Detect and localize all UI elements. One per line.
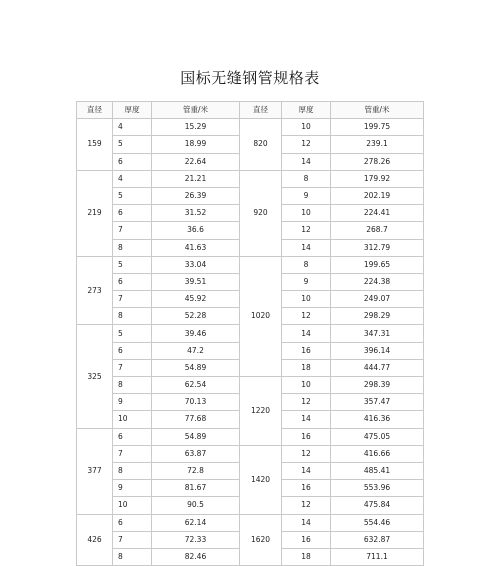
weight-cell: 15.29 xyxy=(152,119,240,136)
thickness-cell: 5 xyxy=(113,187,152,204)
weight-cell: 249.07 xyxy=(331,291,424,308)
diameter-cell: 159 xyxy=(77,119,113,171)
thickness-cell: 9 xyxy=(113,394,152,411)
thickness-cell: 6 xyxy=(113,428,152,445)
thickness-cell: 16 xyxy=(282,531,331,548)
weight-cell: 202.19 xyxy=(331,187,424,204)
diameter-cell: 325 xyxy=(77,325,113,428)
thickness-cell: 9 xyxy=(282,273,331,290)
thickness-cell: 12 xyxy=(282,497,331,514)
table-row xyxy=(77,256,424,273)
weight-cell: 554.46 xyxy=(331,514,424,531)
thickness-cell: 14 xyxy=(282,325,331,342)
pipe-spec-table xyxy=(76,101,424,566)
weight-cell: 347.31 xyxy=(331,325,424,342)
weight-cell: 224.41 xyxy=(331,205,424,222)
thickness-cell: 10 xyxy=(282,291,331,308)
weight-cell: 298.29 xyxy=(331,308,424,325)
thickness-cell: 18 xyxy=(282,548,331,565)
thickness-cell: 8 xyxy=(113,548,152,565)
diameter-cell: 920 xyxy=(240,170,282,256)
thickness-cell: 9 xyxy=(282,187,331,204)
weight-cell: 416.66 xyxy=(331,445,424,462)
thickness-cell: 7 xyxy=(113,359,152,376)
thickness-cell: 6 xyxy=(113,514,152,531)
thickness-cell: 8 xyxy=(113,462,152,479)
thickness-cell: 18 xyxy=(282,359,331,376)
weight-cell: 239.1 xyxy=(331,136,424,153)
thickness-cell: 5 xyxy=(113,325,152,342)
weight-cell: 39.51 xyxy=(152,273,240,290)
thickness-cell: 6 xyxy=(113,205,152,222)
header-weight-left: 管重/米 xyxy=(152,102,240,119)
header-diameter-left: 直径 xyxy=(77,102,113,119)
thickness-cell: 14 xyxy=(282,514,331,531)
table-row xyxy=(77,170,424,187)
thickness-cell: 10 xyxy=(282,119,331,136)
weight-cell: 72.8 xyxy=(152,462,240,479)
weight-cell: 52.28 xyxy=(152,308,240,325)
weight-cell: 63.87 xyxy=(152,445,240,462)
weight-cell: 21.21 xyxy=(152,170,240,187)
weight-cell: 199.65 xyxy=(331,256,424,273)
thickness-cell: 8 xyxy=(113,377,152,394)
header-thickness-right: 厚度 xyxy=(282,102,331,119)
weight-cell: 45.92 xyxy=(152,291,240,308)
weight-cell: 39.46 xyxy=(152,325,240,342)
weight-cell: 485.41 xyxy=(331,462,424,479)
thickness-cell: 4 xyxy=(113,170,152,187)
thickness-cell: 9 xyxy=(113,480,152,497)
thickness-cell: 16 xyxy=(282,428,331,445)
thickness-cell: 16 xyxy=(282,342,331,359)
weight-cell: 18.99 xyxy=(152,136,240,153)
weight-cell: 41.63 xyxy=(152,239,240,256)
thickness-cell: 6 xyxy=(113,273,152,290)
weight-cell: 62.54 xyxy=(152,377,240,394)
weight-cell: 268.7 xyxy=(331,222,424,239)
weight-cell: 54.89 xyxy=(152,428,240,445)
weight-cell: 33.04 xyxy=(152,256,240,273)
thickness-cell: 12 xyxy=(282,136,331,153)
thickness-cell: 7 xyxy=(113,222,152,239)
thickness-cell: 6 xyxy=(113,342,152,359)
weight-cell: 22.64 xyxy=(152,153,240,170)
weight-cell: 475.84 xyxy=(331,497,424,514)
weight-cell: 224.38 xyxy=(331,273,424,290)
thickness-cell: 7 xyxy=(113,291,152,308)
weight-cell: 444.77 xyxy=(331,359,424,376)
weight-cell: 179.92 xyxy=(331,170,424,187)
weight-cell: 54.89 xyxy=(152,359,240,376)
thickness-cell: 4 xyxy=(113,119,152,136)
weight-cell: 416.36 xyxy=(331,411,424,428)
table-row xyxy=(77,119,424,136)
weight-cell: 632.87 xyxy=(331,531,424,548)
thickness-cell: 5 xyxy=(113,256,152,273)
thickness-cell: 10 xyxy=(282,205,331,222)
weight-cell: 357.47 xyxy=(331,394,424,411)
thickness-cell: 8 xyxy=(113,239,152,256)
weight-cell: 475.05 xyxy=(331,428,424,445)
diameter-cell: 273 xyxy=(77,256,113,325)
thickness-cell: 10 xyxy=(113,497,152,514)
diameter-cell: 377 xyxy=(77,428,113,514)
thickness-cell: 7 xyxy=(113,445,152,462)
table-row xyxy=(77,377,424,394)
thickness-cell: 6 xyxy=(113,153,152,170)
thickness-cell: 14 xyxy=(282,153,331,170)
weight-cell: 62.14 xyxy=(152,514,240,531)
weight-cell: 77.68 xyxy=(152,411,240,428)
weight-cell: 312.79 xyxy=(331,239,424,256)
thickness-cell: 12 xyxy=(282,394,331,411)
weight-cell: 278.26 xyxy=(331,153,424,170)
weight-cell: 90.5 xyxy=(152,497,240,514)
weight-cell: 553.96 xyxy=(331,480,424,497)
weight-cell: 81.67 xyxy=(152,480,240,497)
thickness-cell: 12 xyxy=(282,445,331,462)
weight-cell: 72.33 xyxy=(152,531,240,548)
weight-cell: 711.1 xyxy=(331,548,424,565)
thickness-cell: 8 xyxy=(282,256,331,273)
weight-cell: 82.46 xyxy=(152,548,240,565)
header-diameter-right: 直径 xyxy=(240,102,282,119)
thickness-cell: 14 xyxy=(282,462,331,479)
thickness-cell: 8 xyxy=(282,170,331,187)
thickness-cell: 14 xyxy=(282,239,331,256)
diameter-cell: 1420 xyxy=(240,445,282,514)
weight-cell: 47.2 xyxy=(152,342,240,359)
thickness-cell: 10 xyxy=(113,411,152,428)
weight-cell: 26.39 xyxy=(152,187,240,204)
thickness-cell: 12 xyxy=(282,308,331,325)
table-row xyxy=(77,514,424,531)
thickness-cell: 5 xyxy=(113,136,152,153)
table-row xyxy=(77,445,424,462)
diameter-cell: 1620 xyxy=(240,514,282,566)
thickness-cell: 14 xyxy=(282,411,331,428)
diameter-cell: 1220 xyxy=(240,377,282,446)
weight-cell: 31.52 xyxy=(152,205,240,222)
weight-cell: 396.14 xyxy=(331,342,424,359)
diameter-cell: 426 xyxy=(77,514,113,566)
thickness-cell: 16 xyxy=(282,480,331,497)
diameter-cell: 820 xyxy=(240,119,282,171)
header-thickness-left: 厚度 xyxy=(113,102,152,119)
thickness-cell: 7 xyxy=(113,531,152,548)
weight-cell: 199.75 xyxy=(331,119,424,136)
header-weight-right: 管重/米 xyxy=(331,102,424,119)
diameter-cell: 219 xyxy=(77,170,113,256)
diameter-cell: 1020 xyxy=(240,256,282,376)
page-title: 国标无缝钢管规格表 xyxy=(180,69,320,87)
weight-cell: 298.39 xyxy=(331,377,424,394)
thickness-cell: 10 xyxy=(282,377,331,394)
thickness-cell: 8 xyxy=(113,308,152,325)
thickness-cell: 12 xyxy=(282,222,331,239)
weight-cell: 70.13 xyxy=(152,394,240,411)
weight-cell: 36.6 xyxy=(152,222,240,239)
table-header-row xyxy=(77,102,424,119)
